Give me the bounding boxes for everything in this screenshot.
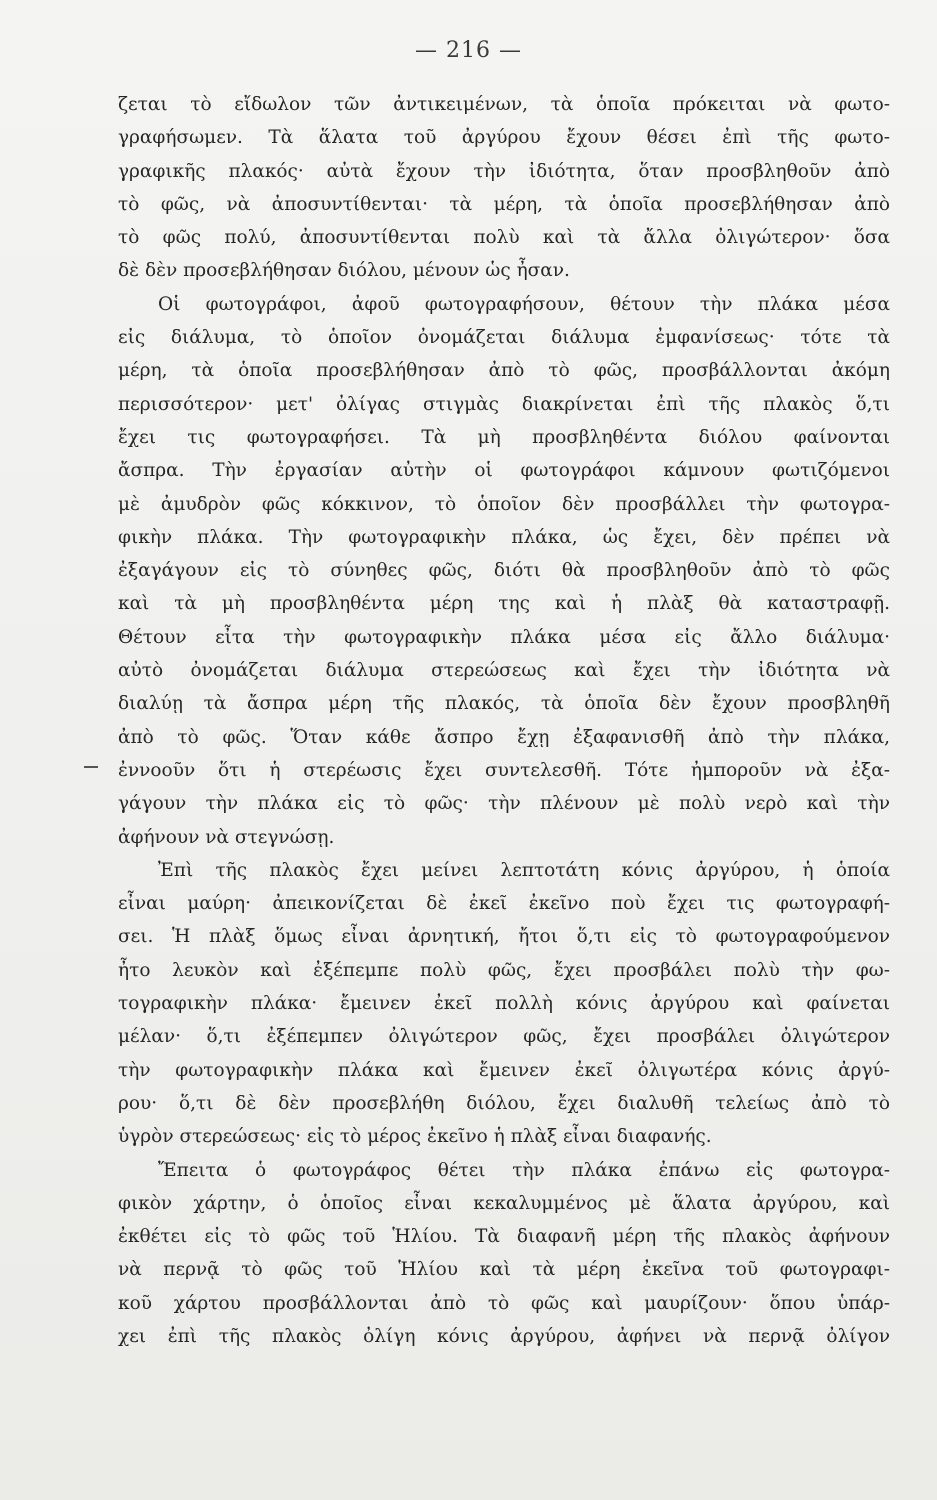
margin-mark <box>84 766 98 768</box>
body-text <box>118 88 890 1353</box>
text-line: τὸ φῶς πολύ, ἀποσυντίθενται πολὺ καὶ τὰ ἄλλα ὀλιγώτερον· ὅσα <box>118 227 890 249</box>
text-line: δὲ δὲν προσεβλήθησαν διόλου, μένουν ὡς ἦσαν. <box>118 260 570 282</box>
text-line: καὶ τὰ μὴ προσβληθέντα μέρη της καὶ ἡ πλὰξ θὰ καταστραφῇ. <box>118 593 890 615</box>
text-line: ἐκθέτει εἰς τὸ φῶς τοῦ Ἡλίου. Τὰ διαφανῆ μέρη τῆς πλακὸς ἀφήνουν <box>118 1226 890 1248</box>
text-line: εἰς διάλυμα, τὸ ὁποῖον ὀνομάζεται διάλυμα ἐμφανίσεως· τότε τὰ <box>118 327 890 349</box>
text-line: ὑγρὸν στερεώσεως· εἰς τὸ μέρος ἐκεῖνο ἡ πλὰξ εἶναι διαφανής. <box>118 1126 712 1148</box>
text-line: Ἐπὶ τῆς πλακὸς ἔχει μείνει λεπτοτάτη κόνις ἀργύρου, ἡ ὁποία <box>158 859 890 881</box>
text-line: εἶναι μαύρη· ἀπεικονίζεται δὲ ἐκεῖ ἐκεῖνο ποὺ ἔχει τις φωτογραφή- <box>118 893 890 915</box>
text-line: μέλαν· ὅ,τι ἐξέπεμπεν ὀλιγώτερον φῶς, ἔχει προσβάλει ὀλιγώτερον <box>118 1026 890 1048</box>
text-line: φικὸν χάρτην, ὁ ὁποῖος εἶναι κεκαλυμμένος μὲ ἅλατα ἀργύρου, καὶ <box>118 1192 890 1214</box>
text-line: τὴν φωτογραφικὴν πλάκα καὶ ἔμεινεν ἐκεῖ ὀλιγωτέρα κόνις ἀργύ- <box>118 1059 890 1081</box>
text-line: ἐξαγάγουν εἰς τὸ σύνηθες φῶς, διότι θὰ προσβληθοῦν ἀπὸ τὸ φῶς <box>118 560 890 582</box>
text-line: ἀπὸ τὸ φῶς. Ὅταν κάθε ἄσπρο ἔχῃ ἐξαφανισθῆ ἀπὸ τὴν πλάκα, <box>118 726 890 748</box>
text-line: περισσότερον· μετ' ὀλίγας στιγμὰς διακρίνεται ἐπὶ τῆς πλακὸς ὅ,τι <box>118 393 890 415</box>
text-line: τογραφικὴν πλάκα· ἔμεινεν ἐκεῖ πολλὴ κόνις ἀργύρου καὶ φαίνεται <box>118 993 890 1015</box>
text-line: ζεται τὸ εἴδωλον τῶν ἀντικειμένων, τὰ ὁποῖα πρόκειται νὰ φωτο- <box>118 94 890 115</box>
text-line: Ἔπειτα ὁ φωτογράφος θέτει τὴν πλάκα ἐπάνω εἰς φωτογρα- <box>158 1159 890 1181</box>
text-line: Θέτουν εἶτα τὴν φωτογραφικὴν πλάκα μέσα εἰς ἄλλο διάλυμα· <box>118 626 890 648</box>
text-line: ἦτο λευκὸν καὶ ἐξέπεμπε πολὺ φῶς, ἔχει προσβάλει πολὺ τὴν φω- <box>118 959 890 981</box>
text-line: γάγουν τὴν πλάκα εἰς τὸ φῶς· τὴν πλένουν μὲ πολὺ νερὸ καὶ τὴν <box>118 793 890 815</box>
text-line: ἀφήνουν νὰ στεγνώσῃ. <box>118 826 335 848</box>
text-line: διαλύῃ τὰ ἄσπρα μέρη τῆς πλακός, τὰ ὁποῖα δὲν ἔχουν προσβληθῆ <box>118 693 890 715</box>
text-line: Οἱ φωτογράφοι, ἀφοῦ φωτογραφήσουν, θέτουν τὴν πλάκα μέσα <box>158 293 890 315</box>
text-line: σει. Ἡ πλὰξ ὅμως εἶναι ἀρνητική, ἤτοι ὅ,τι εἰς τὸ φωτογραφούμενον <box>118 926 890 948</box>
text-line: ἐννοοῦν ὅτι ἡ στερέωσις ἔχει συντελεσθῆ. Τότε ἠμποροῦν νὰ ἐξα- <box>118 759 890 781</box>
page-number: — 216 — <box>415 38 522 63</box>
text-line: γραφήσωμεν. Τὰ ἅλατα τοῦ ἀργύρου ἔχουν θέσει ἐπὶ τῆς φωτο- <box>118 127 890 149</box>
text-line: χει ἐπὶ τῆς πλακὸς ὀλίγη κόνις ἀργύρου, ἀφήνει νὰ περνᾷ ὀλίγον <box>118 1325 890 1347</box>
text-line: φικὴν πλάκα. Τὴν φωτογραφικὴν πλάκα, ὡς ἔχει, δὲν πρέπει νὰ <box>118 526 890 548</box>
text-line: μὲ ἀμυδρὸν φῶς κόκκινον, τὸ ὁποῖον δὲν προσβάλλει τὴν φωτογρα- <box>118 493 890 515</box>
text-line: γραφικῆς πλακός· αὐτὰ ἔχουν τὴν ἰδιότητα, ὅταν προσβληθοῦν ἀπὸ <box>118 160 890 182</box>
text-line: κοῦ χάρτου προσβάλλονται ἀπὸ τὸ φῶς καὶ μαυρίζουν· ὅπου ὑπάρ- <box>118 1292 890 1314</box>
text-line: τὸ φῶς, νὰ ἀποσυντίθενται· τὰ μέρη, τὰ ὁποῖα προσεβλήθησαν ἀπὸ <box>118 193 890 215</box>
text-line: ἔχει τις φωτογραφήσει. Τὰ μὴ προσβληθέντα διόλου φαίνονται <box>118 426 890 448</box>
text-line: νὰ περνᾷ τὸ φῶς τοῦ Ἡλίου καὶ τὰ μέρη ἐκεῖνα τοῦ φωτογραφι- <box>118 1259 890 1281</box>
text-line: ρου· ὅ,τι δὲ δὲν προσεβλήθη διόλου, ἔχει διαλυθῆ τελείως ἀπὸ τὸ <box>118 1092 890 1114</box>
text-line: μέρη, τὰ ὁποῖα προσεβλήθησαν ἀπὸ τὸ φῶς, προσβάλλονται ἀκόμη <box>118 360 890 382</box>
text-line: αὐτὸ ὀνομάζεται διάλυμα στερεώσεως καὶ ἔχει τὴν ἰδιότητα νὰ <box>118 660 890 682</box>
text-line: ἄσπρα. Τὴν ἐργασίαν αὐτὴν οἱ φωτογράφοι κάμνουν φωτιζόμενοι <box>118 460 890 482</box>
